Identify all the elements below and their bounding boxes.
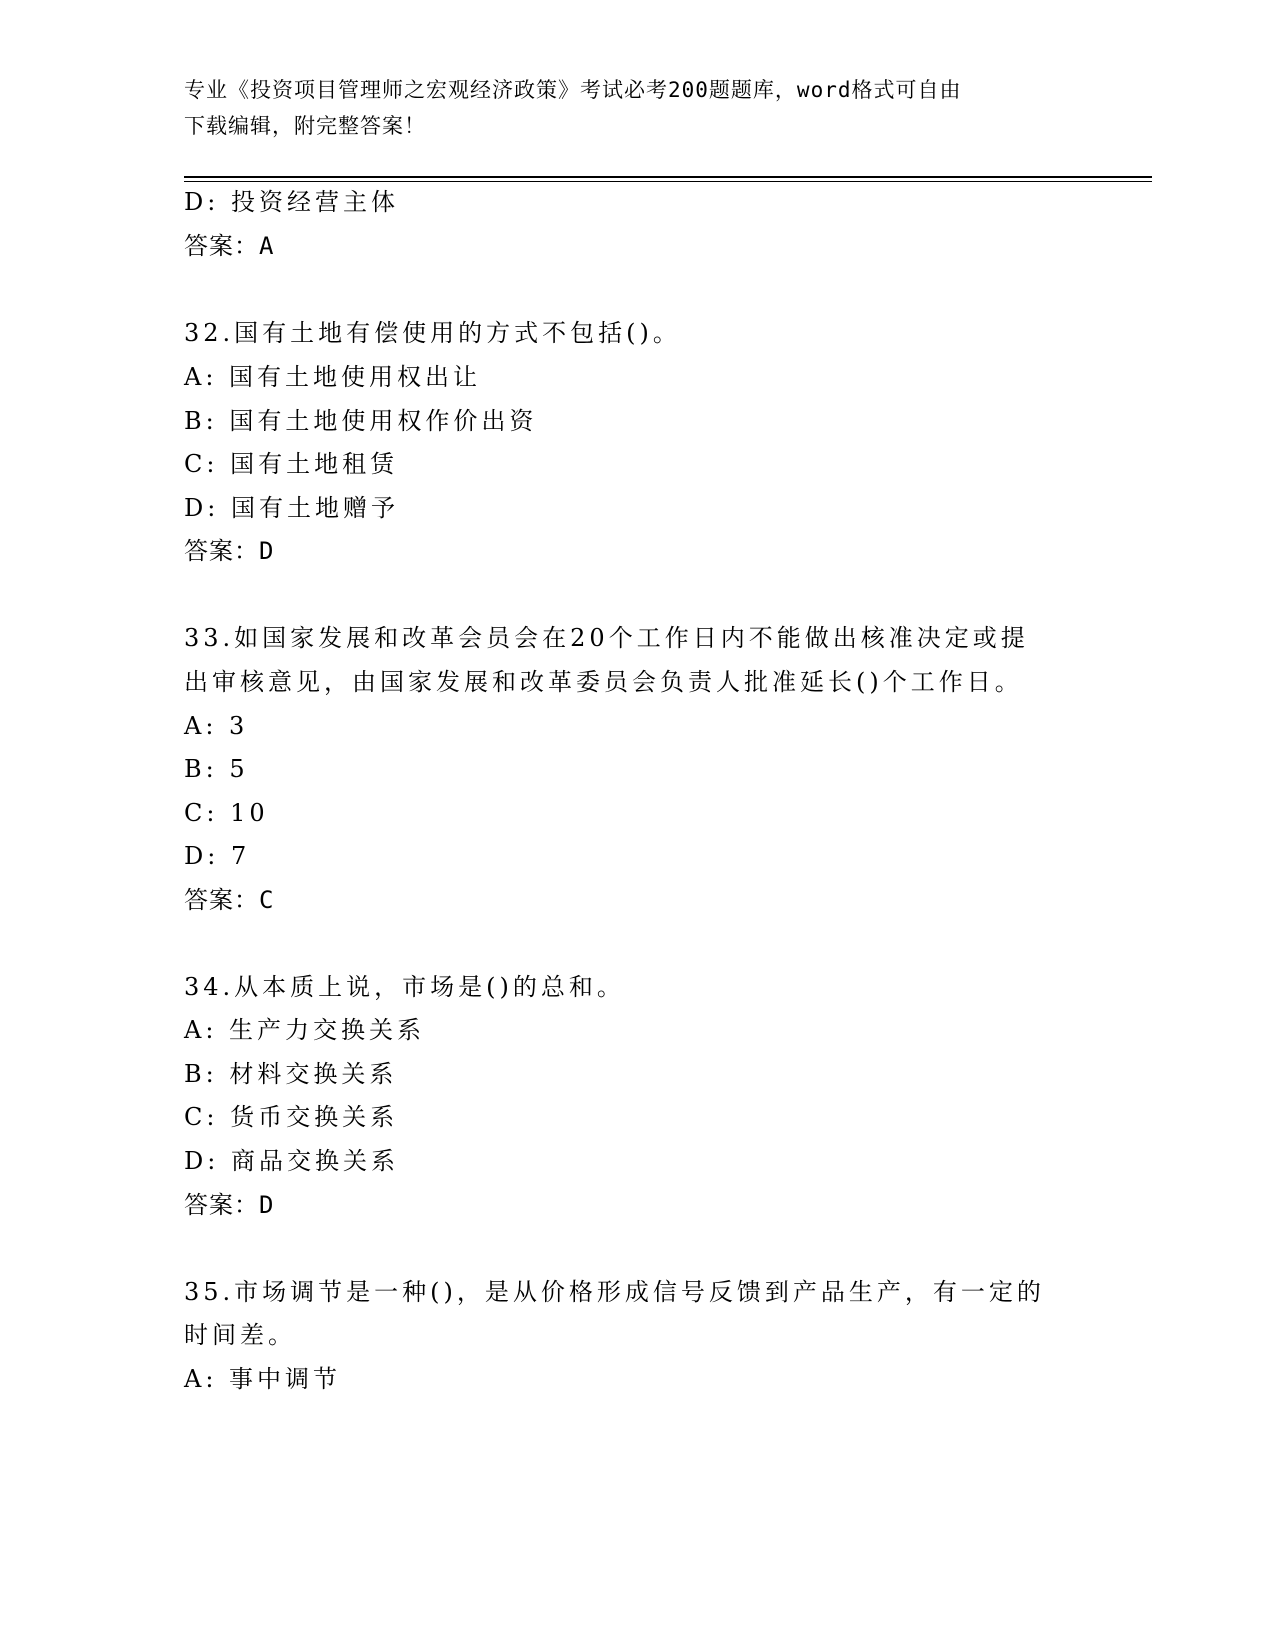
q34-option-d: D: 商品交换关系: [184, 1147, 399, 1175]
q35-option-a: A: 事中调节: [184, 1365, 342, 1393]
prev-option-d: D: 投资经营主体: [184, 188, 399, 216]
header-line-1: 专业《投资项目管理师之宏观经济政策》考试必考200题题库，word格式可自由: [184, 78, 962, 102]
q32-answer: 答案：D: [184, 537, 275, 565]
q33-option-b: B: 5: [184, 755, 249, 783]
q33-stem-line-2: 出审核意见，由国家发展和改革委员会负责人批准延长()个工作日。: [184, 668, 1023, 696]
q32-option-c: C: 国有土地租赁: [184, 450, 399, 478]
q32-option-b: B: 国有土地使用权作价出资: [184, 407, 538, 435]
q34-stem: 34.从本质上说，市场是()的总和。: [184, 973, 625, 1001]
q34-option-c: C: 货币交换关系: [184, 1103, 399, 1131]
q33-stem-line-1: 33.如国家发展和改革会员会在20个工作日内不能做出核准决定或提: [184, 624, 1029, 652]
q33-option-d: D: 7: [184, 842, 251, 870]
document-header: [184, 72, 1084, 144]
q34-answer: 答案：D: [184, 1191, 275, 1219]
q32-stem: 32.国有土地有偿使用的方式不包括()。: [184, 319, 681, 347]
header-rule-thin: [184, 181, 1152, 182]
header-line-2: 下载编辑，附完整答案！: [184, 114, 426, 138]
q34-option-b: B: 材料交换关系: [184, 1060, 398, 1088]
q34-option-a: A: 生产力交换关系: [184, 1016, 426, 1044]
q33-answer: 答案：C: [184, 886, 275, 914]
q32-option-a: A: 国有土地使用权出让: [184, 363, 482, 391]
q33-option-c: C: 10: [184, 799, 269, 827]
q35-stem-line-2: 时间差。: [184, 1321, 296, 1349]
prev-answer: 答案：A: [184, 232, 275, 260]
q32-option-d: D: 国有土地赠予: [184, 494, 399, 522]
header-rule-thick: [184, 176, 1152, 178]
q33-option-a: A: 3: [184, 712, 249, 740]
q35-stem-line-1: 35.市场调节是一种()，是从价格形成信号反馈到产品生产，有一定的: [184, 1278, 1045, 1306]
